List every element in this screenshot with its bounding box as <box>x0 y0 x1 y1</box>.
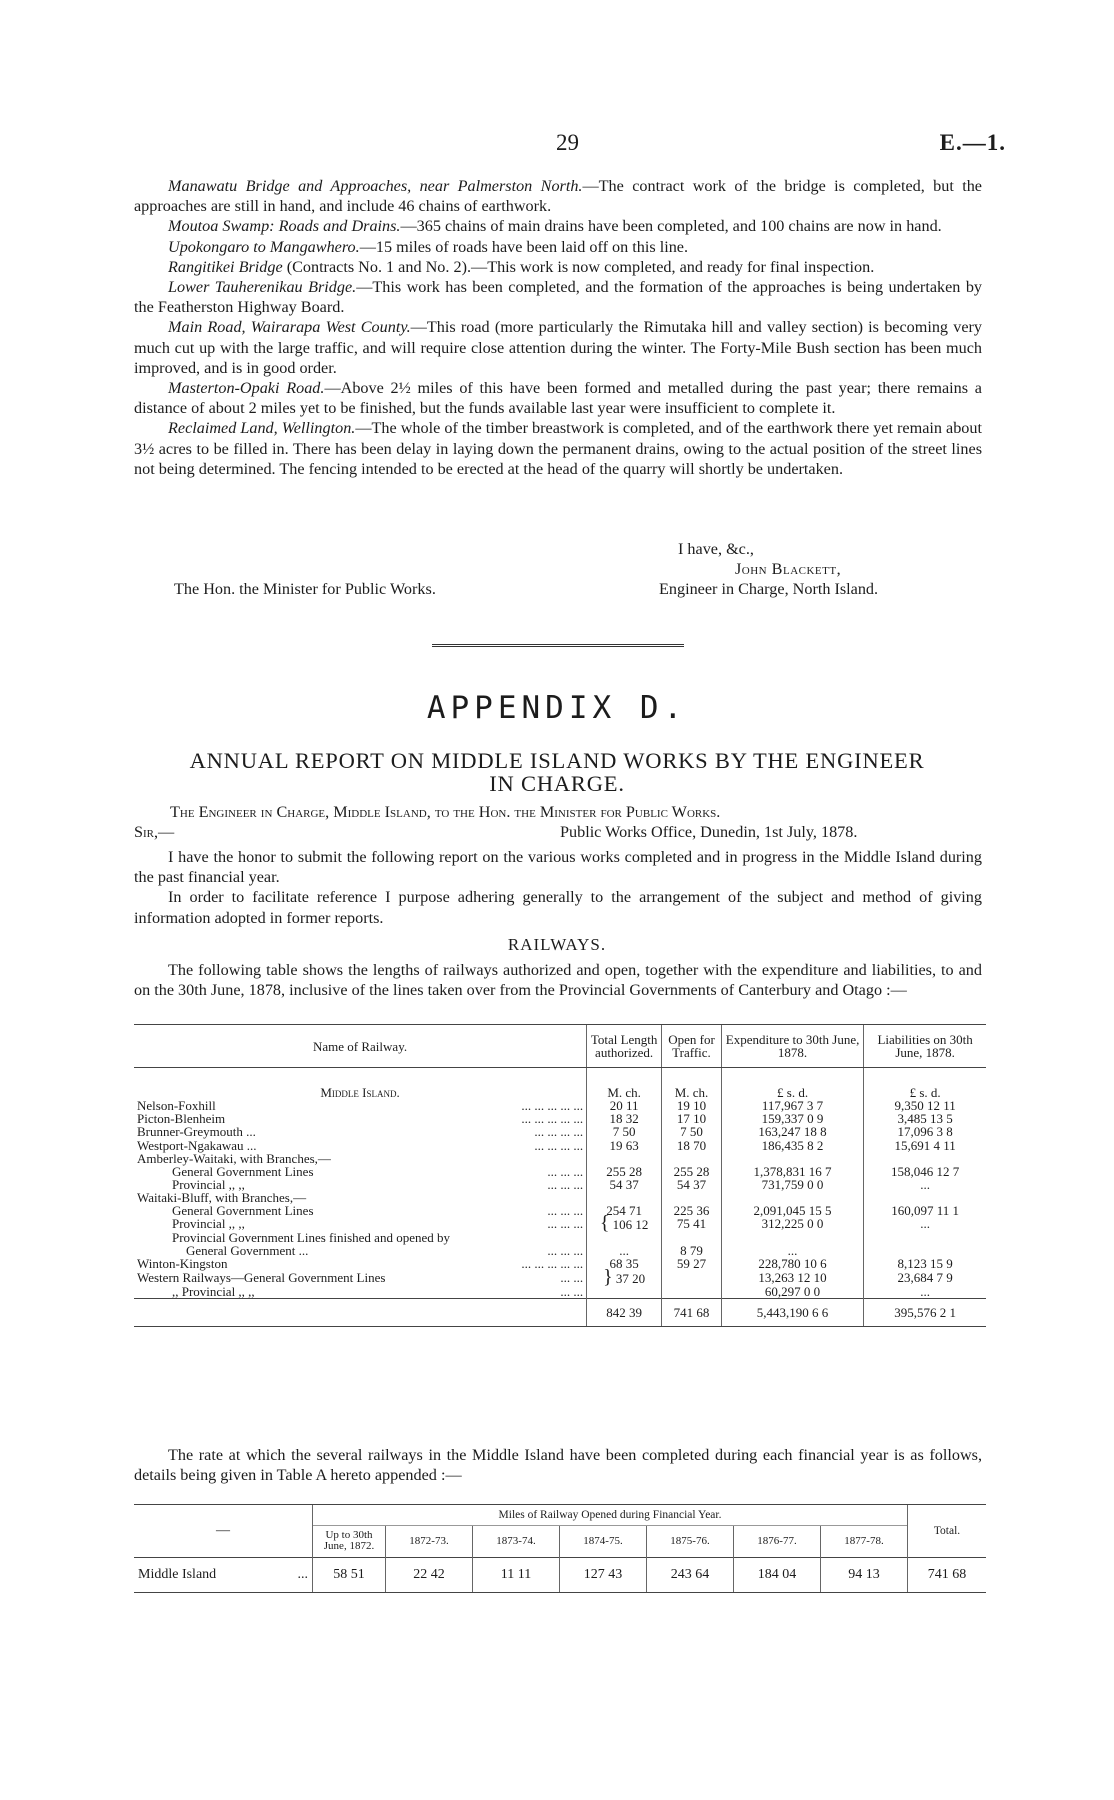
table-row: Nelson-Foxhill ... ... ... ... ... 20 11 19 10 117,967 3 7 9,350 12 11 <box>134 1099 986 1112</box>
col-header-total: Total Length authorized. <box>587 1025 662 1068</box>
col-header-expenditure: Expenditure to 30th June, 1878. <box>721 1025 863 1068</box>
brace-icon: } <box>603 1265 613 1288</box>
table-row: Provincial ,, ,, ... ... ... { 106 12 75 41 312,225 0 0 ... <box>134 1217 986 1231</box>
table-row: Winton-Kingston ... ... ... ... ... 68 35 59 27 228,780 10 6 8,123 15 9 <box>134 1257 986 1270</box>
brace-icon: { <box>599 1212 610 1235</box>
table-row: Westport-Ngakawau ... ... ... ... ... 19 63 18 70 186,435 8 2 15,691 4 11 <box>134 1139 986 1152</box>
letter-address: The Engineer in Charge, Middle Island, to the Hon. the Minister for Public Works. <box>170 803 721 821</box>
paragraph: Reclaimed Land, Wellington.—The whole of the timber breastwork is completed, and of the earthwork there yet remain about 3½ acres to be filled in. There has been delay in laying down the permanent drains, owing to the actual position of the street lines not being determined. The fencing intended to be erected at the head of the quarry will shortly be undertaken. <box>134 419 982 478</box>
table-row: General Government ... ... ... ... ... 8 79 ... <box>134 1244 986 1257</box>
report-title: ANNUAL REPORT ON MIDDLE ISLAND WORKS BY THE ENGINEER <box>189 748 925 773</box>
rate-subheader-row: Up to 30th June, 1872. 1872-73. 1873-74. 1874-75. 1875-76. 1876-77. 1877-78. <box>134 1526 986 1558</box>
signature-name: John Blackett, <box>735 560 842 578</box>
paragraph: Upokongaro to Mangawhero.—15 miles of roads have been laid off on this line. <box>168 237 689 256</box>
table-row: Picton-Blenheim ... ... ... ... ... 18 32 17 10 159,337 0 9 3,485 13 5 <box>134 1112 986 1125</box>
section-heading: RAILWAYS. <box>507 935 607 954</box>
col-header-liabilities: Liabilities on 30th June, 1878. <box>864 1025 986 1068</box>
table-row: Amberley-Waitaki, with Branches,— <box>134 1152 986 1165</box>
group-header: Miles of Railway Opened during Financial Year. <box>313 1505 908 1526</box>
table-row: General Government Lines ... ... ... 255 28 255 28 1,378,831 16 7 158,046 12 7 <box>134 1165 986 1178</box>
signature-closing: I have, &c., <box>678 540 754 558</box>
table-row: General Government Lines ... ... ... 254 71 225 36 2,091,045 15 5 160,097 11 1 <box>134 1204 986 1217</box>
table-row: Middle Island ... 58 51 22 42 11 11 127 43 243 64 184 04 94 13 741 68 <box>134 1558 986 1593</box>
table-row: ,, Provincial ,, ,, ... ... 60,297 0 0 ... <box>134 1285 986 1299</box>
paragraph: Main Road, Wairarapa West County.—This road (more particularly the Rimutaka hill and valley section) is becoming very much cut up with the large traffic, and will require close attention during the winter. The Forty-Mile Bush section has been much improved, and is in good order. <box>134 318 982 377</box>
total-header: Total. <box>908 1505 987 1558</box>
rate-table <box>134 1504 986 1593</box>
paragraph: I have the honor to submit the following report on the various works completed and in progress in the Middle Island during the past financial year. <box>134 848 982 887</box>
table-subheader-row: Middle Island. M. ch. M. ch. £ s. d. £ s. d. <box>134 1086 986 1099</box>
signature-addressee: The Hon. the Minister for Public Works. <box>174 580 436 598</box>
document-code: E.—1. <box>939 130 1006 155</box>
paragraph: Masterton-Opaki Road.—Above 2½ miles of this have been formed and metalled during the past year; there remains a distance of about 2 miles yet to be finished, but the funds available last year were insufficient to complete it. <box>134 379 982 418</box>
table-row: Waitaki-Bluff, with Branches,— <box>134 1191 986 1204</box>
section-divider <box>432 644 684 647</box>
paragraph: Moutoa Swamp: Roads and Drains.—365 chains of main drains have been completed, and 100 chains are now in hand. <box>168 217 942 236</box>
page-number: 29 <box>556 130 579 155</box>
table-row: Western Railways—General Government Lines ... ... } 37 20 13,263 12 10 23,684 7 9 <box>134 1271 986 1285</box>
railway-table <box>134 1024 986 1327</box>
table-row: Provincial Government Lines finished and opened by <box>134 1231 986 1244</box>
report-paragraphs <box>134 176 982 479</box>
paragraph: In order to facilitate reference I purpose adhering generally to the arrangement of the subject and method of giving information adopted in former reports. <box>134 888 982 927</box>
paragraph: Lower Tauherenikau Bridge.—This work has been completed, and the formation of the approaches is being undertaken by the Featherston Highway Board. <box>134 278 983 317</box>
col-header-name: Name of Railway. <box>134 1025 587 1068</box>
table-header-row <box>134 1025 986 1068</box>
table-total-row: 842 39 741 68 5,443,190 6 6 395,576 2 1 <box>134 1298 986 1326</box>
paragraph: Manawatu Bridge and Approaches, near Palmerston North.—The contract work of the bridge is completed, but the approaches are still in hand, and include 46 chains of earthwork. <box>134 177 982 216</box>
salutation: Sir,— <box>134 823 175 841</box>
table-intro: The following table shows the lengths of railways authorized and open, together with the expenditure and liabilities, to and on the 30th June, 1878, inclusive of the lines taken over from the Provincial Governments of Canterbury and Otago :— <box>134 961 982 1000</box>
col-header-open: Open for Traffic. <box>662 1025 722 1068</box>
rate-header-row: — Miles of Railway Opened during Financial Year. Total. <box>134 1505 986 1526</box>
intro-paragraphs <box>134 847 982 928</box>
office-date: Public Works Office, Dunedin, 1st July, 1878. <box>560 823 858 841</box>
signature-title: Engineer in Charge, North Island. <box>659 580 879 598</box>
rate-intro: The rate at which the several railways in the Middle Island have been completed during each financial year is as follows, details being given in Table A hereto appended :— <box>134 1446 982 1485</box>
table-row: Brunner-Greymouth ... ... ... ... ... 7 50 7 50 163,247 18 8 17,096 3 8 <box>134 1125 986 1138</box>
appendix-label: APPENDIX D. <box>426 690 688 726</box>
paragraph: Rangitikei Bridge (Contracts No. 1 and No. 2).—This work is now completed, and ready for final inspection. <box>168 257 875 276</box>
table-row: Provincial ,, ,, ... ... ... 54 37 54 37 731,759 0 0 ... <box>134 1178 986 1191</box>
report-title-line2: IN CHARGE. <box>489 771 625 796</box>
